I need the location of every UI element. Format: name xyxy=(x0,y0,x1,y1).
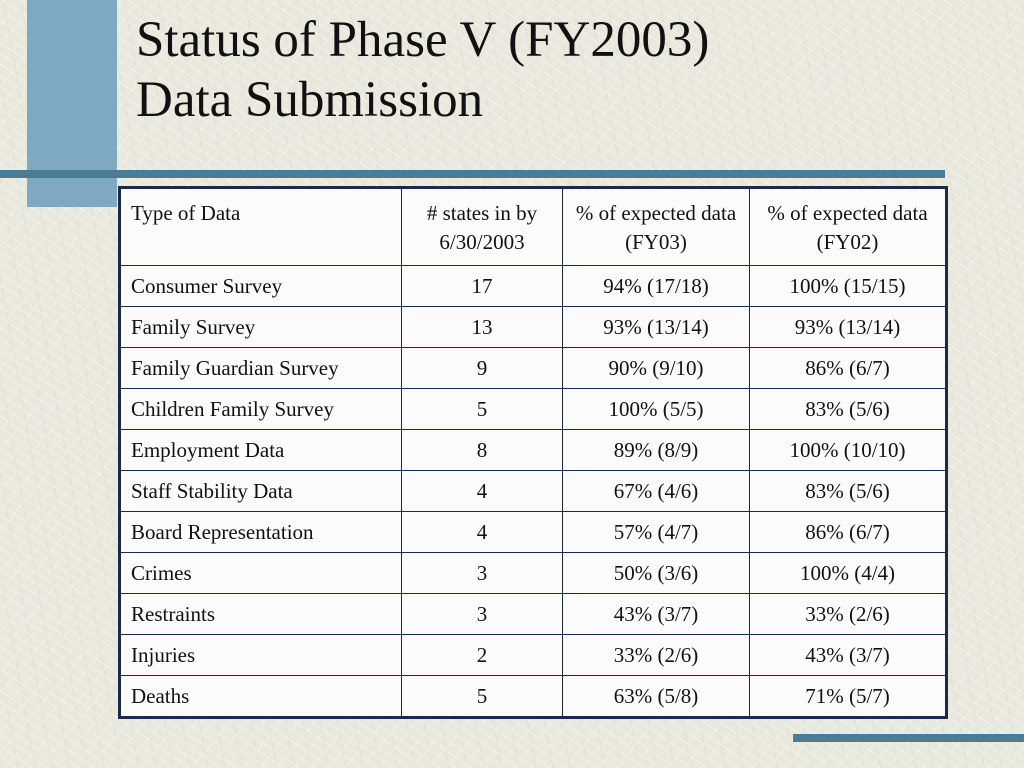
cell-states-in: 2 xyxy=(402,635,563,676)
table-header-row xyxy=(120,188,947,266)
header-expected-fy02: % of expected data (FY02) xyxy=(750,188,947,266)
cell-type-of-data: Staff Stability Data xyxy=(120,471,402,512)
cell-expected-fy02: 100% (10/10) xyxy=(750,430,947,471)
header-expected-fy03: % of expected data (FY03) xyxy=(563,188,750,266)
cell-states-in: 4 xyxy=(402,512,563,553)
cell-expected-fy03: 93% (13/14) xyxy=(563,307,750,348)
cell-expected-fy03: 89% (8/9) xyxy=(563,430,750,471)
cell-type-of-data: Family Guardian Survey xyxy=(120,348,402,389)
data-submission-table xyxy=(118,186,948,719)
cell-states-in: 3 xyxy=(402,594,563,635)
cell-states-in: 5 xyxy=(402,389,563,430)
table-row xyxy=(120,389,947,430)
cell-states-in: 3 xyxy=(402,553,563,594)
cell-type-of-data: Restraints xyxy=(120,594,402,635)
cell-states-in: 9 xyxy=(402,348,563,389)
cell-expected-fy02: 86% (6/7) xyxy=(750,348,947,389)
cell-states-in: 17 xyxy=(402,266,563,307)
cell-expected-fy02: 93% (13/14) xyxy=(750,307,947,348)
table-row xyxy=(120,348,947,389)
decorative-top-rule xyxy=(0,170,945,178)
cell-expected-fy03: 63% (5/8) xyxy=(563,676,750,718)
header-states-in: # states in by 6/30/2003 xyxy=(402,188,563,266)
cell-states-in: 4 xyxy=(402,471,563,512)
table-row xyxy=(120,430,947,471)
cell-type-of-data: Family Survey xyxy=(120,307,402,348)
cell-expected-fy02: 71% (5/7) xyxy=(750,676,947,718)
header-type-of-data: Type of Data xyxy=(120,188,402,266)
cell-expected-fy03: 100% (5/5) xyxy=(563,389,750,430)
table-row xyxy=(120,553,947,594)
table-row xyxy=(120,471,947,512)
decorative-bottom-rule xyxy=(793,734,1024,742)
cell-expected-fy03: 90% (9/10) xyxy=(563,348,750,389)
cell-expected-fy03: 33% (2/6) xyxy=(563,635,750,676)
cell-expected-fy02: 33% (2/6) xyxy=(750,594,947,635)
cell-states-in: 13 xyxy=(402,307,563,348)
table-row xyxy=(120,594,947,635)
slide-title-line-1: Status of Phase V (FY2003) xyxy=(136,12,710,68)
cell-expected-fy02: 100% (4/4) xyxy=(750,553,947,594)
table-row xyxy=(120,676,947,718)
cell-type-of-data: Deaths xyxy=(120,676,402,718)
cell-expected-fy03: 67% (4/6) xyxy=(563,471,750,512)
cell-expected-fy02: 83% (5/6) xyxy=(750,389,947,430)
cell-expected-fy03: 94% (17/18) xyxy=(563,266,750,307)
table-row xyxy=(120,307,947,348)
table-row xyxy=(120,635,947,676)
cell-expected-fy03: 43% (3/7) xyxy=(563,594,750,635)
cell-states-in: 5 xyxy=(402,676,563,718)
cell-type-of-data: Children Family Survey xyxy=(120,389,402,430)
cell-expected-fy02: 83% (5/6) xyxy=(750,471,947,512)
cell-type-of-data: Employment Data xyxy=(120,430,402,471)
table-row xyxy=(120,512,947,553)
slide-title-line-2: Data Submission xyxy=(136,72,484,128)
cell-type-of-data: Consumer Survey xyxy=(120,266,402,307)
slide-title xyxy=(136,10,709,130)
cell-type-of-data: Crimes xyxy=(120,553,402,594)
cell-expected-fy02: 86% (6/7) xyxy=(750,512,947,553)
cell-states-in: 8 xyxy=(402,430,563,471)
cell-expected-fy02: 100% (15/15) xyxy=(750,266,947,307)
cell-expected-fy03: 50% (3/6) xyxy=(563,553,750,594)
cell-expected-fy02: 43% (3/7) xyxy=(750,635,947,676)
cell-expected-fy03: 57% (4/7) xyxy=(563,512,750,553)
table-row xyxy=(120,266,947,307)
cell-type-of-data: Board Representation xyxy=(120,512,402,553)
cell-type-of-data: Injuries xyxy=(120,635,402,676)
